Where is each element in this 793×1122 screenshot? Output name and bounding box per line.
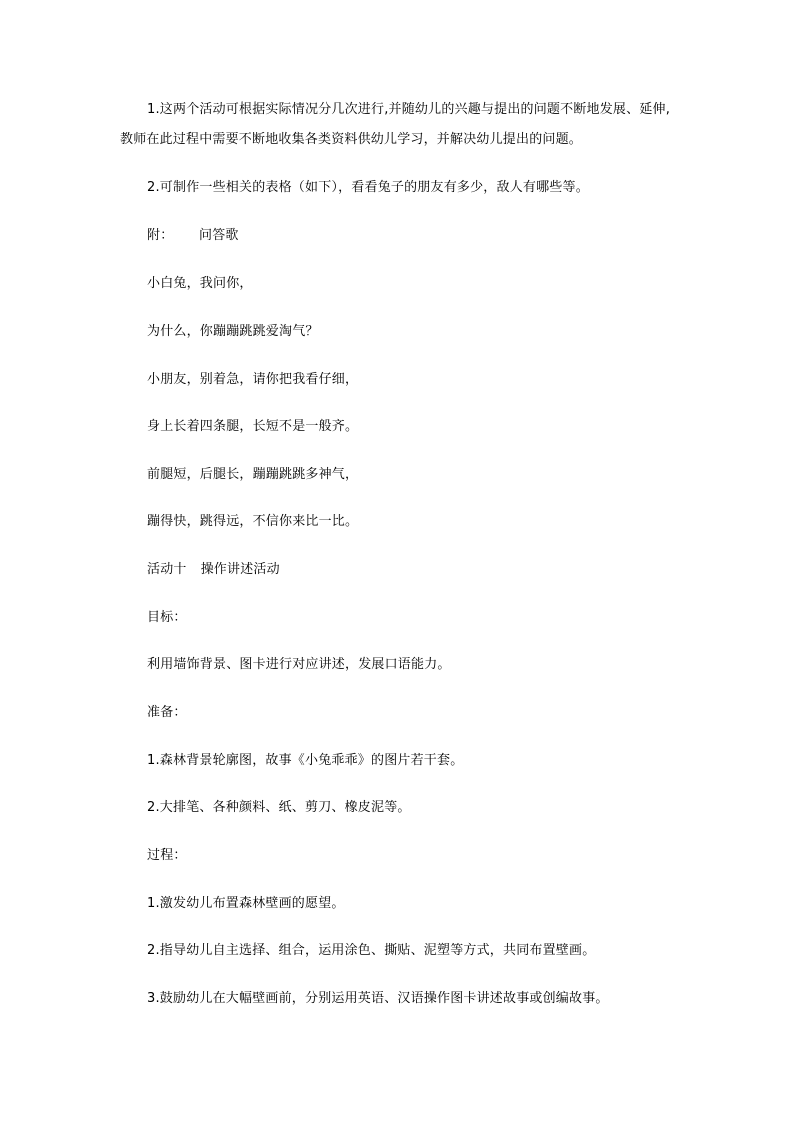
activity-number: 活动十: [147, 562, 187, 577]
song-line: 小朋友，别着急，请你把我看仔细，: [147, 372, 359, 387]
activity-name: 操作讲述活动: [200, 562, 280, 577]
process-item: 2.指导幼儿自主选择、组合，运用涂色、撕贴、泥塑等方式，共同布置壁画。: [147, 943, 596, 958]
appendix-label: 附：: [147, 228, 174, 243]
prep-heading: 准备：: [147, 705, 187, 720]
song-line: 蹦得快，跳得远，不信你来比一比。: [147, 514, 359, 529]
appendix-line: [147, 228, 239, 244]
process-item: 3.鼓励幼儿在大幅壁画前，分别运用英语、汉语操作图卡讲述故事或创编故事。: [147, 991, 609, 1006]
song-line: 为什么，你蹦蹦跳跳爱淘气？: [147, 324, 319, 339]
paragraph-1-line-2: 教师在此过程中需要不断地收集各类资料供幼儿学习，并解决幼儿提出的问题。: [120, 132, 583, 147]
song-line: 身上长着四条腿，长短不是一般齐。: [147, 419, 359, 434]
goal-text: 利用墙饰背景、图卡进行对应讲述，发展口语能力。: [147, 657, 451, 672]
paragraph-1-line-1: 1.这两个活动可根据实际情况分几次进行,并随幼儿的兴趣与提出的问题不断地发展、延伸,: [147, 102, 671, 117]
prep-item: 2.大排笔、各种颜料、纸、剪刀、橡皮泥等。: [147, 800, 411, 815]
song-line: 小白兔，我问你，: [147, 276, 253, 291]
appendix-title: 问答歌: [199, 228, 239, 243]
goal-heading: 目标：: [147, 610, 187, 625]
process-heading: 过程：: [147, 848, 187, 863]
prep-item: 1.森林背景轮廓图，故事《小兔乖乖》的图片若干套。: [147, 753, 464, 768]
activity-heading: [147, 562, 280, 578]
process-item: 1.激发幼儿布置森林壁画的愿望。: [147, 896, 345, 911]
paragraph-2: 2.可制作一些相关的表格（如下），看看兔子的朋友有多少，敌人有哪些等。: [147, 180, 589, 195]
song-line: 前腿短，后腿长，蹦蹦跳跳多神气，: [147, 467, 359, 482]
